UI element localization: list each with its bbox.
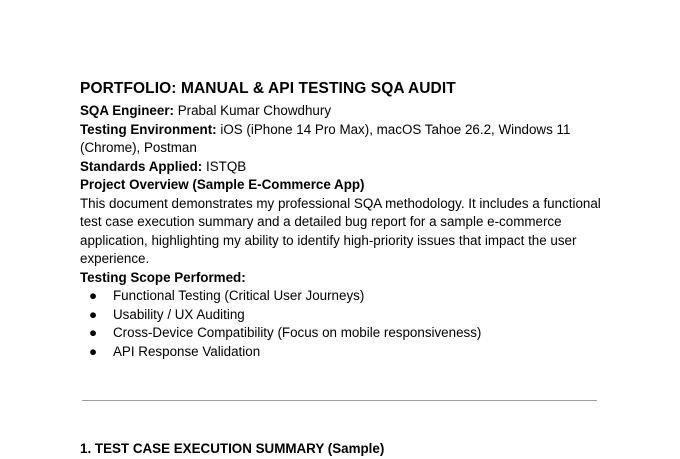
scope-item-text: API Response Validation	[113, 343, 261, 359]
scope-list-item	[80, 324, 610, 343]
document-title: PORTFOLIO: MANUAL & API TESTING SQA AUDIT	[80, 80, 456, 97]
standards-line	[80, 158, 610, 177]
environment-line-continued: (Chrome), Postman	[80, 140, 197, 155]
section-heading-test-case-summary: 1. TEST CASE EXECUTION SUMMARY (Sample)	[80, 441, 385, 456]
overview-text-line: experience.	[80, 251, 150, 266]
scope-item-text: Functional Testing (Critical User Journeys)	[113, 288, 365, 303]
engineer-line	[80, 102, 610, 121]
scope-item-text: Usability / UX Auditing	[113, 306, 245, 322]
bullet-icon: ●	[89, 325, 98, 340]
engineer-label: SQA Engineer:	[80, 103, 174, 118]
engineer-value: Prabal Kumar Chowdhury	[174, 103, 332, 118]
standards-label: Standards Applied:	[80, 158, 203, 174]
bullet-icon: ●	[89, 288, 98, 303]
horizontal-divider	[82, 400, 597, 401]
scope-item-text: Cross-Device Compatibility (Focus on mobile responsiveness)	[113, 325, 482, 340]
document-body	[80, 78, 610, 361]
overview-text-line: test case execution summary and a detailed bug report for a sample e-commerce	[80, 214, 562, 229]
scope-list	[80, 287, 610, 361]
scope-list-item	[80, 343, 610, 362]
standards-value: ISTQB	[202, 158, 247, 174]
environment-value: iOS (iPhone 14 Pro Max), macOS Tahoe 26.2, Windows 11	[216, 121, 571, 137]
scope-heading: Testing Scope Performed:	[80, 269, 246, 285]
environment-label: Testing Environment:	[80, 121, 217, 137]
bullet-icon: ●	[89, 306, 98, 322]
overview-heading: Project Overview (Sample E-Commerce App)	[80, 177, 365, 192]
scope-list-item	[80, 306, 610, 325]
overview-text-line: This document demonstrates my professional SQA methodology. It includes a functional	[80, 195, 601, 211]
bullet-icon: ●	[89, 343, 98, 359]
scope-list-item	[80, 287, 610, 306]
environment-line	[80, 121, 610, 140]
overview-text-line: application, highlighting my ability to identify high-priority issues that impact the user	[80, 232, 577, 248]
